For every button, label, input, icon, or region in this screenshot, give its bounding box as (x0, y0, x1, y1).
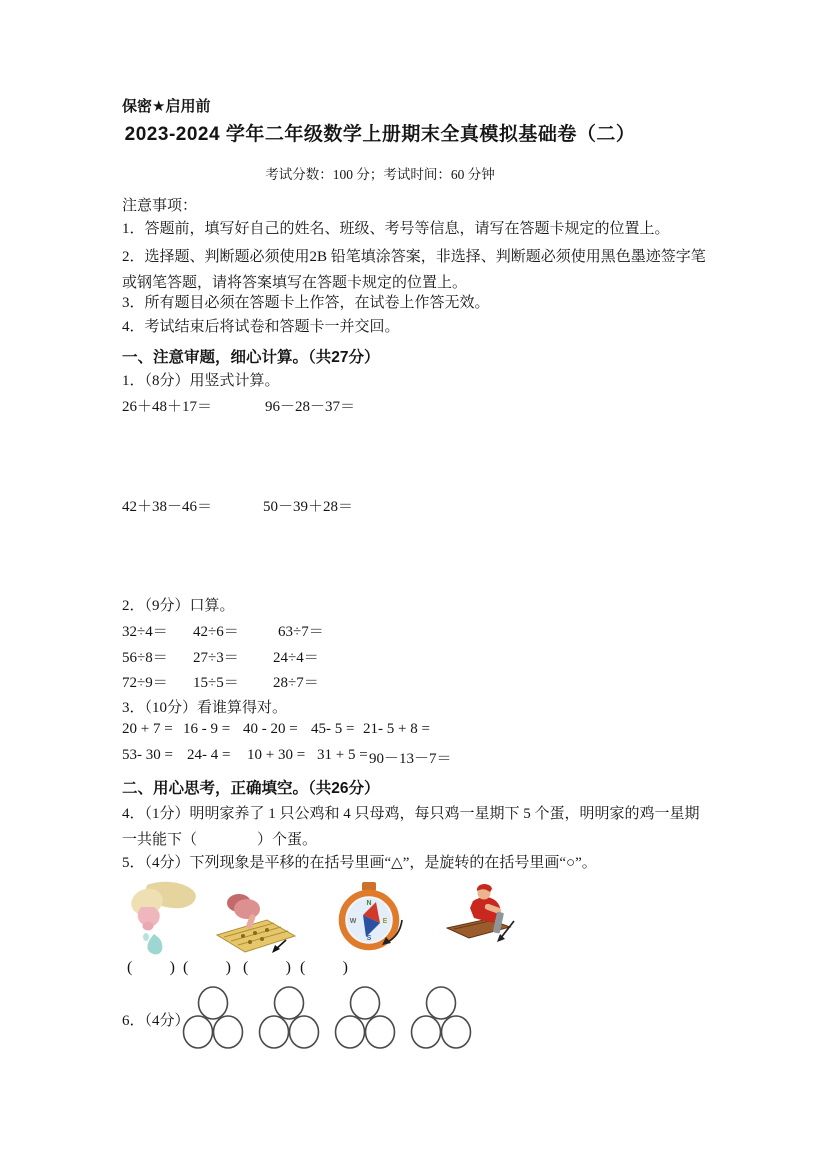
question-4-line2: 一共能下（ ）个蛋。 (122, 832, 318, 848)
question-5-label: 5．（4分）下列现象是平移的在括号里画“△”，是旋转的在括号里画“○”。 (122, 855, 597, 871)
notice-item-1: 1．答题前，填写好自己的姓名、班级、考号等信息，请写在答题卡规定的位置上。 (122, 221, 670, 237)
compass-icon (338, 881, 408, 953)
faucet-illustration (117, 879, 201, 961)
exam-info: 考试分数：100 分；考试时间：60 分钟 (265, 167, 495, 182)
equation: 53- 30 = (122, 747, 173, 763)
equation: 50－39＋28＝ (263, 499, 354, 515)
paren-open: ( (300, 959, 306, 976)
q2-row-1 (122, 620, 722, 640)
q3-row-2 (122, 747, 722, 767)
equation: 10 + 30 = (247, 747, 306, 763)
q2-row-2 (122, 646, 722, 666)
section-1-heading: 一、注意审题，细心计算。（共27分） (122, 349, 380, 366)
notice-heading: 注意事项： (122, 198, 198, 214)
equation: 42＋38－46＝ (122, 499, 213, 515)
equation: 26＋48＋17＝ (122, 399, 213, 415)
question-4 (122, 801, 722, 853)
circle-group (334, 985, 397, 1051)
section-2-heading: 二、用心思考，正确填空。（共26分） (122, 780, 380, 797)
equation: 40 - 20 = (243, 721, 298, 737)
compass-letter-e: E (382, 918, 388, 925)
equation: 72÷9＝ (122, 675, 168, 691)
man-sawing-wood-icon (446, 881, 520, 953)
q6-circle-groups (182, 985, 473, 1051)
notice-item-2 (122, 244, 722, 296)
question-4-line1: 4．（1分）明明家养了 1 只公鸡和 4 只母鸡，每只鸡一星期下 5 个蛋，明明家的鸡一星期 (122, 806, 700, 822)
equation: 45- 5 = (311, 721, 355, 737)
paren-close: ) (285, 959, 291, 976)
answer-blank-3 (243, 959, 291, 977)
q5-answer-blanks (127, 959, 387, 979)
equation: 24÷4＝ (273, 650, 319, 666)
page-title: 2023-2024 学年二年级数学上册期末全真模拟基础卷（二） (124, 124, 636, 145)
equation: 42÷6＝ (193, 624, 239, 640)
question-2-label: 2．（9分）口算。 (122, 598, 235, 614)
equation: 27÷3＝ (193, 650, 239, 666)
notice-item-2-line1: 2．选择题、判断题必须使用2B 铅笔填涂答案，非选择、判断题必须使用黑色墨迹签字笔 (122, 249, 706, 265)
paren-close: ) (169, 959, 175, 976)
q1-row-1 (122, 395, 722, 415)
question-1-label: 1．（8分）用竖式计算。 (122, 373, 280, 389)
paren-close: ) (342, 959, 348, 976)
q2-row-3 (122, 671, 722, 691)
equation: 15÷5＝ (193, 675, 239, 691)
equation: 31 + 5 = (317, 747, 368, 763)
compass-letter-n: N (366, 900, 372, 907)
question-3-label: 3．（10分）看谁算得对。 (122, 700, 288, 716)
equation: 20 + 7 = (122, 721, 173, 737)
equation: 56÷8＝ (122, 650, 168, 666)
paren-open: ( (243, 959, 249, 976)
equation: 16 - 9 = (183, 721, 231, 737)
compass-letter-w: W (349, 918, 357, 925)
paren-close: ) (225, 959, 231, 976)
paren-open: ( (183, 959, 189, 976)
notice-item-3: 3．所有题目必须在答题卡上作答，在试卷上作答无效。 (122, 295, 490, 311)
compass-letter-s: S (366, 935, 372, 942)
answer-blank-2 (183, 959, 231, 977)
sawing-man-illustration (446, 881, 520, 953)
abacus-illustration (215, 893, 301, 960)
circle-group (182, 985, 245, 1051)
hand-sliding-abacus-icon (215, 893, 301, 960)
answer-blank-1 (127, 959, 175, 977)
equation: 96－28－37＝ (265, 399, 356, 415)
secrecy-notice: 保密★启用前 (122, 98, 211, 115)
equation: 24- 4 = (187, 747, 231, 763)
equation: 63÷7＝ (278, 624, 324, 640)
paren-open: ( (127, 959, 133, 976)
equation: 90－13－7＝ (369, 751, 452, 767)
notice-item-2-line2: 或钢笔答题，请将答案填写在答题卡规定的位置上。 (122, 275, 468, 291)
q1-row-2 (122, 495, 722, 515)
answer-blank-4 (300, 959, 348, 977)
question-6-label: 6．（4分） (122, 1013, 190, 1029)
equation: 28÷7＝ (273, 675, 319, 691)
compass-illustration (338, 881, 408, 953)
equation: 32÷4＝ (122, 624, 168, 640)
circle-group (410, 985, 473, 1051)
hand-turning-faucet-icon (117, 879, 201, 961)
equation: 21- 5 + 8 = (363, 721, 430, 737)
q3-row-1 (122, 721, 722, 741)
circle-group (258, 985, 321, 1051)
notice-item-4: 4．考试结束后将试卷和答题卡一并交回。 (122, 319, 400, 335)
